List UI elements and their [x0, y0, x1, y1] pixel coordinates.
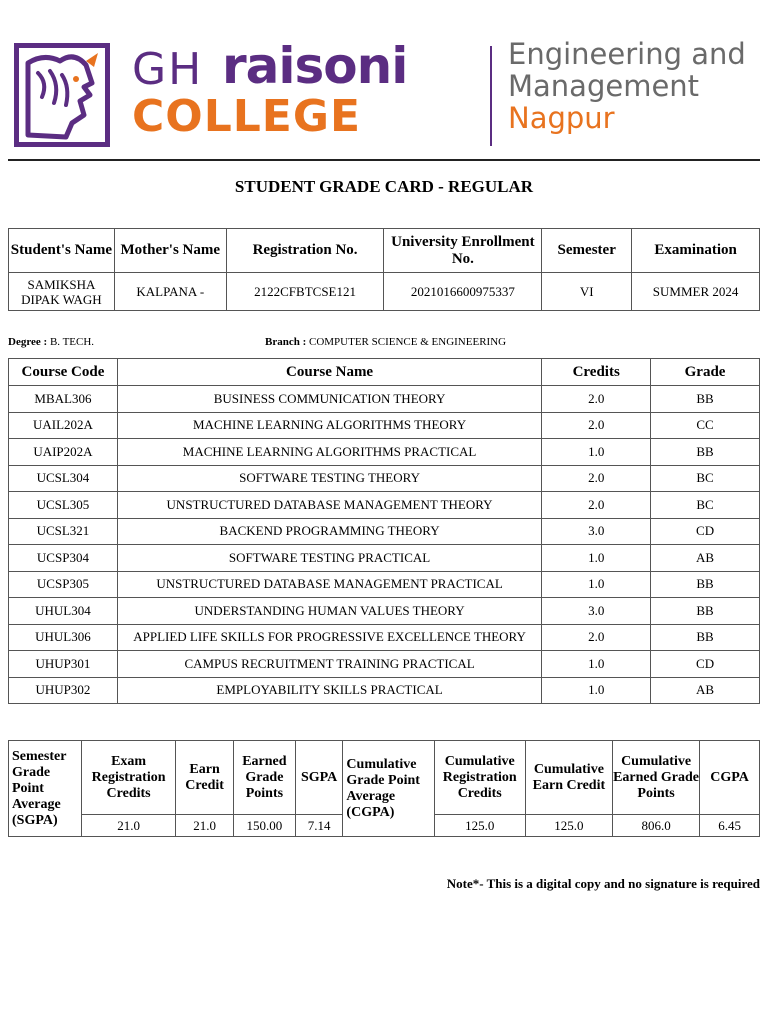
- degree-line: [8, 336, 94, 348]
- table-row: [9, 465, 760, 492]
- course-code-cell: UHUL306: [9, 624, 118, 651]
- course-code-cell: UCSL321: [9, 518, 118, 545]
- grade-cell: CD: [651, 518, 760, 545]
- brand-gh-text: GH: [132, 44, 204, 95]
- examination-value: SUMMER 2024: [632, 273, 760, 311]
- brand-subtitle-line3: Nagpur: [508, 101, 615, 135]
- registration-no-header: Registration No.: [226, 229, 384, 273]
- course-name-cell: MACHINE LEARNING ALGORITHMS PRACTICAL: [117, 439, 541, 466]
- course-code-cell: UAIL202A: [9, 412, 118, 439]
- course-name-cell: APPLIED LIFE SKILLS FOR PROGRESSIVE EXCELLENCE THEORY: [117, 624, 541, 651]
- cgpa-value: 6.45: [700, 815, 760, 837]
- course-code-header: Course Code: [9, 359, 118, 386]
- brand-raisoni-text: raisoni: [222, 37, 408, 95]
- table-row: [9, 492, 760, 519]
- mother-name-value: KALPANA -: [114, 273, 226, 311]
- enrollment-no-header: University Enrollment No.: [384, 229, 542, 273]
- brand-divider: [490, 46, 492, 146]
- table-row: [9, 677, 760, 704]
- grade-cell: BB: [651, 624, 760, 651]
- grade-header: Grade: [651, 359, 760, 386]
- course-name-cell: MACHINE LEARNING ALGORITHMS THEORY: [117, 412, 541, 439]
- course-code-cell: UCSL305: [9, 492, 118, 519]
- sgpa-value: 7.14: [295, 815, 343, 837]
- credits-cell: 1.0: [542, 571, 651, 598]
- course-table-body: [9, 386, 760, 704]
- cum-earn-credit-header: Cumulative Earn Credit: [525, 741, 612, 815]
- credits-header: Credits: [542, 359, 651, 386]
- course-name-cell: BACKEND PROGRAMMING THEORY: [117, 518, 541, 545]
- earn-credit-header: Earn Credit: [176, 741, 234, 815]
- header-divider: [8, 159, 760, 161]
- digital-copy-note: Note*- This is a digital copy and no signature is required: [446, 876, 760, 891]
- credits-cell: 3.0: [542, 518, 651, 545]
- course-name-header: Course Name: [117, 359, 541, 386]
- course-code-cell: UCSP304: [9, 545, 118, 572]
- table-row: [9, 439, 760, 466]
- credits-cell: 1.0: [542, 439, 651, 466]
- course-table: [8, 358, 760, 704]
- student-info-table: [8, 228, 760, 311]
- course-header-row: [9, 359, 760, 386]
- credits-cell: 2.0: [542, 412, 651, 439]
- table-row: [9, 624, 760, 651]
- branch-value: COMPUTER SCIENCE & ENGINEERING: [309, 336, 507, 348]
- course-code-cell: UHUP301: [9, 651, 118, 678]
- cum-earned-grade-points-header: Cumulative Earned Grade Points: [612, 741, 699, 815]
- grade-cell: AB: [651, 677, 760, 704]
- table-row: [9, 518, 760, 545]
- cgpa-header: CGPA: [700, 741, 760, 815]
- mother-name-header: Mother's Name: [114, 229, 226, 273]
- cum-earned-grade-points-value: 806.0: [612, 815, 699, 837]
- course-code-cell: UCSP305: [9, 571, 118, 598]
- branch-line: [265, 336, 506, 348]
- earned-grade-points-header: Earned Grade Points: [233, 741, 295, 815]
- semester-value: VI: [542, 273, 632, 311]
- student-name-header: Student's Name: [9, 229, 115, 273]
- grade-summary-table: [8, 740, 760, 837]
- cum-reg-credits-value: 125.0: [434, 815, 525, 837]
- table-row: [9, 651, 760, 678]
- cum-reg-credits-header: Cumulative Registration Credits: [434, 741, 525, 815]
- table-row: [9, 386, 760, 413]
- college-header: [8, 34, 760, 158]
- table-row: [9, 571, 760, 598]
- page-title: STUDENT GRADE CARD - REGULAR: [234, 177, 534, 196]
- course-name-cell: UNDERSTANDING HUMAN VALUES THEORY: [117, 598, 541, 625]
- course-name-cell: CAMPUS RECRUITMENT TRAINING PRACTICAL: [117, 651, 541, 678]
- grade-cell: BB: [651, 439, 760, 466]
- semester-header: Semester: [542, 229, 632, 273]
- brand-college-text: COLLEGE: [132, 91, 361, 142]
- course-name-cell: SOFTWARE TESTING THEORY: [117, 465, 541, 492]
- student-name-value: SAMIKSHA DIPAK WAGH: [9, 273, 115, 311]
- earn-credit-value: 21.0: [176, 815, 234, 837]
- lion-logo-icon: [14, 43, 110, 147]
- grade-cell: CD: [651, 651, 760, 678]
- grade-cell: AB: [651, 545, 760, 572]
- table-row: [9, 412, 760, 439]
- course-name-cell: BUSINESS COMMUNICATION THEORY: [117, 386, 541, 413]
- sgpa-header: SGPA: [295, 741, 343, 815]
- student-info-header-row: [9, 229, 760, 273]
- credits-cell: 1.0: [542, 651, 651, 678]
- cgpa-full-label: Cumulative Grade Point Average (CGPA): [343, 741, 434, 837]
- credits-cell: 2.0: [542, 624, 651, 651]
- examination-header: Examination: [632, 229, 760, 273]
- summary-header-row: [9, 741, 760, 815]
- branch-label: Branch :: [265, 336, 307, 348]
- exam-reg-credits-value: 21.0: [81, 815, 175, 837]
- credits-cell: 1.0: [542, 545, 651, 572]
- credits-cell: 2.0: [542, 465, 651, 492]
- degree-label: Degree :: [8, 336, 48, 348]
- grade-cell: BB: [651, 386, 760, 413]
- degree-value: B. TECH.: [49, 336, 95, 348]
- student-info-value-row: [9, 273, 760, 311]
- course-code-cell: UAIP202A: [9, 439, 118, 466]
- course-name-cell: UNSTRUCTURED DATABASE MANAGEMENT PRACTICAL: [117, 571, 541, 598]
- grade-cell: BB: [651, 598, 760, 625]
- course-code-cell: UHUP302: [9, 677, 118, 704]
- enrollment-no-value: 2021016600975337: [384, 273, 542, 311]
- course-code-cell: UHUL304: [9, 598, 118, 625]
- grade-cell: CC: [651, 412, 760, 439]
- brand-subtitle-line2: Management: [508, 69, 700, 103]
- course-name-cell: SOFTWARE TESTING PRACTICAL: [117, 545, 541, 572]
- table-row: [9, 598, 760, 625]
- table-row: [9, 545, 760, 572]
- grade-cell: BC: [651, 465, 760, 492]
- course-code-cell: UCSL304: [9, 465, 118, 492]
- credits-cell: 1.0: [542, 677, 651, 704]
- grade-cell: BC: [651, 492, 760, 519]
- credits-cell: 3.0: [542, 598, 651, 625]
- brand-subtitle-line1: Engineering and: [508, 37, 746, 71]
- grade-cell: BB: [651, 571, 760, 598]
- credits-cell: 2.0: [542, 386, 651, 413]
- course-code-cell: MBAL306: [9, 386, 118, 413]
- earned-grade-points-value: 150.00: [233, 815, 295, 837]
- course-name-cell: EMPLOYABILITY SKILLS PRACTICAL: [117, 677, 541, 704]
- credits-cell: 2.0: [542, 492, 651, 519]
- course-name-cell: UNSTRUCTURED DATABASE MANAGEMENT THEORY: [117, 492, 541, 519]
- sgpa-full-label: Semester Grade Point Average (SGPA): [9, 741, 82, 837]
- exam-reg-credits-header: Exam Registration Credits: [81, 741, 175, 815]
- cum-earn-credit-value: 125.0: [525, 815, 612, 837]
- registration-no-value: 2122CFBTCSE121: [226, 273, 384, 311]
